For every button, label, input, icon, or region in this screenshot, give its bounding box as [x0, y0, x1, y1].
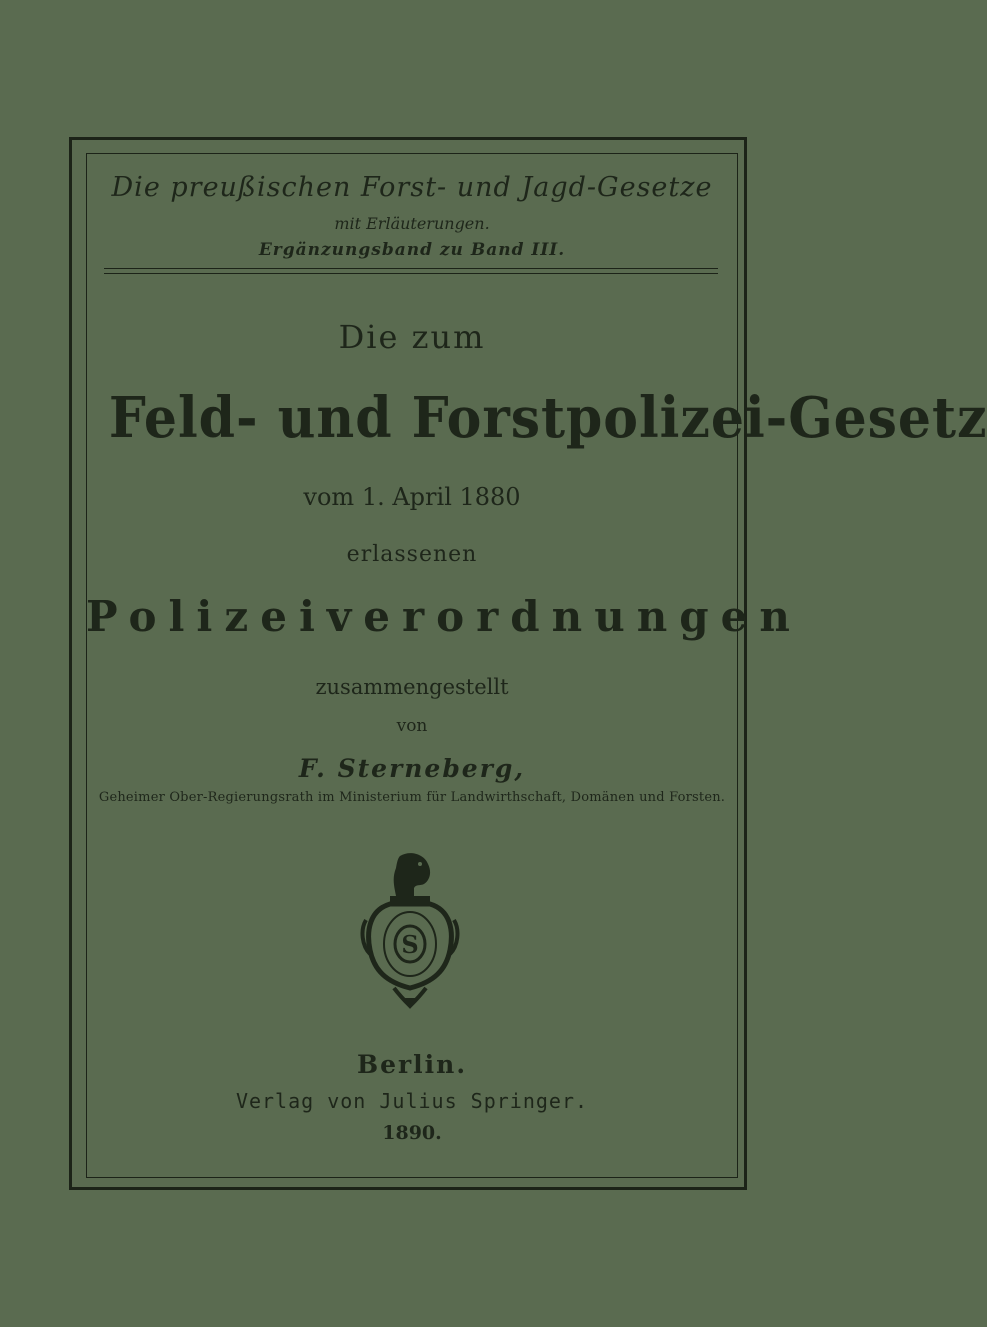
series-title: Die preußischen Forst- und Jagd-Gesetze: [111, 172, 713, 203]
imprint-year: 1890.: [382, 1122, 442, 1144]
issued-word: erlassenen: [346, 542, 478, 567]
pre-title: Die zum: [338, 318, 486, 356]
author-name: F. Sterneberg,: [298, 754, 526, 783]
imprint-city: Berlin.: [356, 1050, 468, 1079]
series-subtitle: mit Erläuterungen.: [334, 214, 490, 233]
springer-horse-emblem-icon: [360, 850, 460, 1010]
by-word: von: [396, 716, 428, 736]
top-rule-second: [104, 273, 718, 274]
top-rule: [104, 268, 718, 269]
inner-border: [86, 153, 987, 1178]
subject-title: Polizeiverordnungen: [86, 592, 802, 641]
compiled-word: zusammengestellt: [315, 675, 509, 699]
emblem-letter: S: [401, 930, 419, 959]
author-title: Geheimer Ober-Regierungsrath im Ministerium für Landwirthschaft, Domänen und Forsten.: [98, 790, 726, 805]
supplement-volume: Ergänzungsband zu Band III.: [258, 240, 566, 260]
imprint-publisher: Verlag von Julius Springer.: [235, 1089, 589, 1113]
law-date: vom 1. April 1880: [303, 483, 521, 511]
main-title: Feld- und Forstpolizei-Gesetz: [108, 385, 987, 451]
